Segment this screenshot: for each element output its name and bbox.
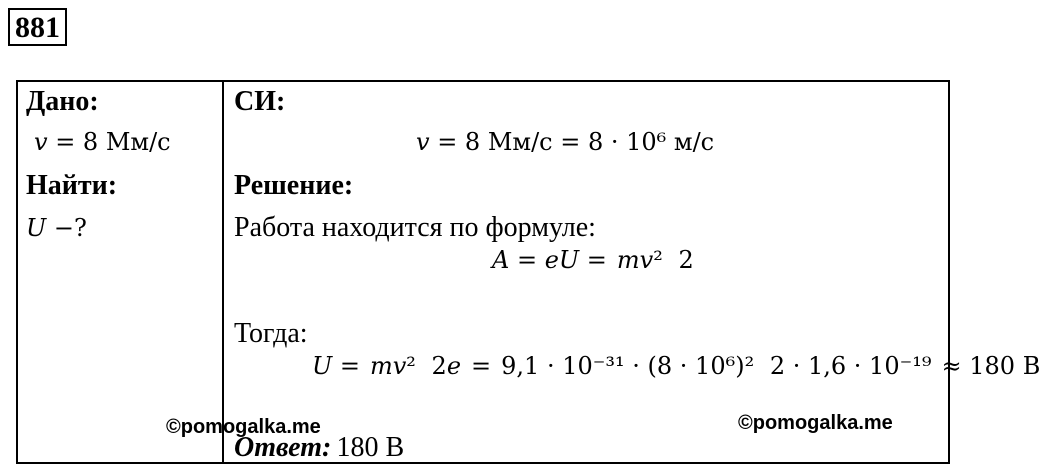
find-voltage: 𝑈 −? xyxy=(26,214,87,242)
work-formula-denominator: 2 xyxy=(678,246,694,274)
work-formula xyxy=(492,246,704,274)
given-heading: Дано: xyxy=(26,86,99,117)
answer-value: 180 В xyxy=(336,432,405,463)
calc-left: 𝑈 = xyxy=(312,352,360,380)
given-velocity: 𝑣 = 8 Мм/с xyxy=(34,128,171,156)
work-formula-fraction xyxy=(613,246,698,274)
calc-fraction-numeric xyxy=(497,352,935,380)
answer-label: Ответ: xyxy=(234,432,332,463)
work-formula-numerator: 𝑚𝑣² xyxy=(616,246,663,274)
calc-fraction-numeric-numerator: 9,1 · 10⁻³¹ · (8 · 10⁶)² xyxy=(501,352,755,380)
problem-number: 881 xyxy=(8,8,67,46)
calc-fraction-symbolic-denominator: 2𝑒 xyxy=(431,352,462,380)
then-label: Тогда: xyxy=(234,318,308,349)
work-formula-left: 𝐴 = 𝑒𝑈 = xyxy=(492,246,607,274)
column-divider xyxy=(222,80,224,464)
calc-equals: = xyxy=(471,352,492,380)
solution-intro: Работа находится по формуле: xyxy=(234,212,596,243)
calc-fraction-symbolic-numerator: 𝑚𝑣² xyxy=(369,352,416,380)
calc-fraction-numeric-denominator: 2 · 1,6 · 10⁻¹⁹ xyxy=(769,352,932,380)
watermark-right: ©pomogalka.me xyxy=(738,412,893,434)
find-heading: Найти: xyxy=(26,170,118,201)
watermark-left: ©pomogalka.me xyxy=(166,416,321,438)
solution-heading: Решение: xyxy=(234,170,354,201)
calc-result: ≈ 180 В xyxy=(941,352,1040,380)
calc-fraction-symbolic xyxy=(366,352,465,380)
si-conversion: 𝑣 = 8 Мм/с = 8 · 10⁶ м/с xyxy=(416,128,715,156)
si-heading: СИ: xyxy=(234,86,286,117)
voltage-calculation xyxy=(312,352,1040,380)
